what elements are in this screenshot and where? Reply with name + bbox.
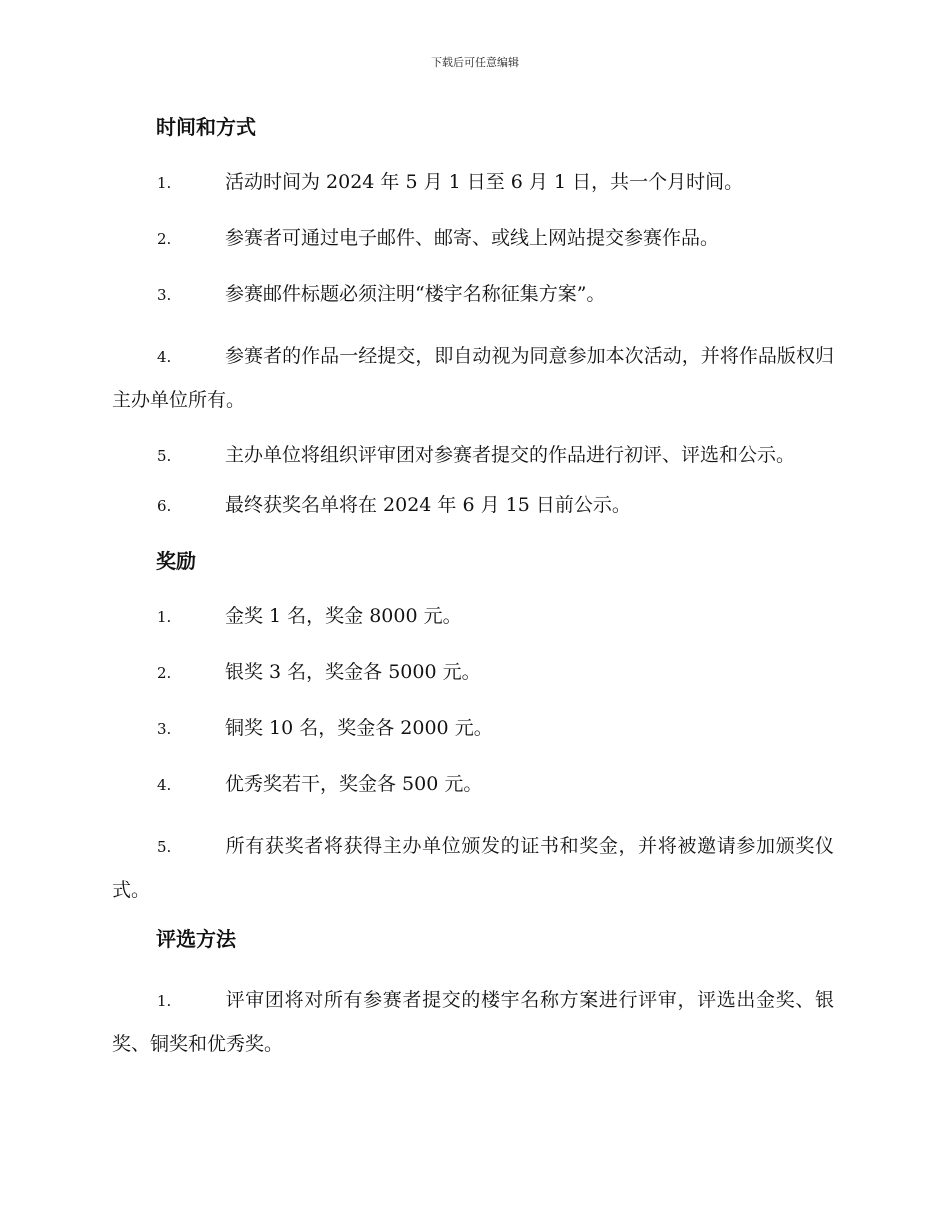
item-text: 参赛邮件标题必须注明“楼宇名称征集方案”。 bbox=[225, 283, 606, 305]
list-item bbox=[112, 979, 834, 1066]
list-item bbox=[112, 490, 834, 521]
item-text: 银奖 3 名，奖金各 5000 元。 bbox=[225, 661, 481, 683]
list-item bbox=[112, 657, 834, 688]
item-text: 活动时间为 2024 年 5 月 1 日至 6 月 1 日，共一个月时间。 bbox=[225, 171, 744, 193]
list-item bbox=[112, 601, 834, 632]
section-heading-selection-method: 评选方法 bbox=[156, 927, 236, 951]
list-item bbox=[112, 713, 834, 744]
list-item bbox=[112, 167, 834, 198]
item-number: 1. bbox=[157, 608, 172, 626]
item-text: 评审团将对所有参赛者提交的楼宇名称方案进行评审，评选出金奖、银奖、铜奖和优秀奖。 bbox=[112, 989, 834, 1055]
item-text: 主办单位将组织评审团对参赛者提交的作品进行初评、评选和公示。 bbox=[225, 444, 796, 466]
item-text: 优秀奖若干，奖金各 500 元。 bbox=[225, 773, 483, 795]
item-text: 最终获奖名单将在 2024 年 6 月 15 日前公示。 bbox=[225, 494, 631, 516]
item-text: 参赛者的作品一经提交，即自动视为同意参加本次活动，并将作品版权归主办单位所有。 bbox=[112, 345, 834, 411]
item-text: 所有获奖者将获得主办单位颁发的证书和奖金，并将被邀请参加颁奖仪式。 bbox=[112, 835, 834, 901]
item-number: 6. bbox=[157, 497, 172, 515]
item-number: 4. bbox=[157, 776, 172, 794]
list-item bbox=[112, 223, 834, 254]
item-number: 2. bbox=[157, 664, 172, 682]
list-item bbox=[112, 335, 834, 422]
header-note: 下载后可任意编辑 bbox=[431, 56, 519, 69]
item-number: 3. bbox=[157, 286, 172, 304]
item-number: 5. bbox=[157, 838, 172, 856]
item-number: 1. bbox=[157, 992, 172, 1010]
section-heading-rewards: 奖励 bbox=[156, 549, 196, 573]
list-item bbox=[112, 434, 834, 478]
item-number: 1. bbox=[157, 174, 172, 192]
item-text: 参赛者可通过电子邮件、邮寄、或线上网站提交参赛作品。 bbox=[225, 227, 720, 249]
item-number: 5. bbox=[157, 447, 172, 465]
item-text: 铜奖 10 名，奖金各 2000 元。 bbox=[225, 717, 493, 739]
document-body bbox=[112, 112, 834, 1078]
list-item bbox=[112, 279, 834, 310]
list-item bbox=[112, 825, 834, 912]
item-number: 3. bbox=[157, 720, 172, 738]
item-number: 4. bbox=[157, 348, 172, 366]
item-text: 金奖 1 名，奖金 8000 元。 bbox=[225, 605, 462, 627]
list-item bbox=[112, 769, 834, 800]
item-number: 2. bbox=[157, 230, 172, 248]
section-heading-time-method: 时间和方式 bbox=[156, 115, 256, 139]
